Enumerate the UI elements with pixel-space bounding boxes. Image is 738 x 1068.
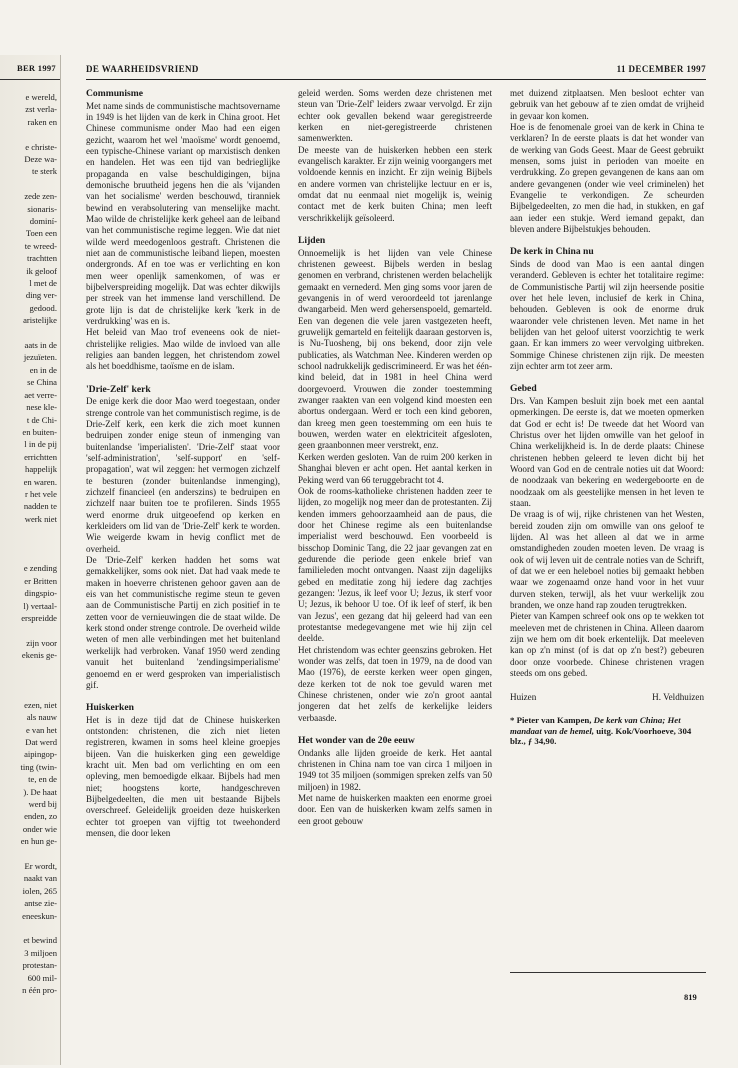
paragraph: De meeste van de huiskerken hebben een sterk evangelisch karakter. Er zijn weinig voorgangers met voldoende kennis en inzicht. Er zijn weinig Bijbels en andere vormen van christelijke lectuur en er is, omdat dat nu eenmaal niet mogelijk is, weinig contact met de kerk buiten China; men leeft verschrikkelijk geïsoleerd. — [298, 144, 492, 223]
previous-page-line — [3, 178, 57, 190]
previous-page-header: BER 1997 — [16, 63, 56, 73]
previous-page-line: e wereld, — [25, 92, 57, 102]
previous-page-line: nese kle- — [26, 402, 57, 413]
previous-page-line — [3, 327, 57, 339]
previous-page-text — [3, 91, 57, 996]
previous-page-line: nadden te — [23, 501, 57, 512]
paragraph: met duizend zitplaatsen. Men besloot echter van gebruik van het gebouw af te zien omdat de vrijheid in gevaar kon komen. — [510, 88, 704, 121]
previous-page-line: iolen, 265 — [22, 885, 57, 896]
previous-page-line: Dat werd — [25, 736, 57, 747]
article-section — [298, 88, 492, 224]
section-heading: Communisme — [86, 88, 144, 99]
previous-page-line: aristelijke — [23, 315, 57, 326]
previous-page-line: happelijk — [25, 464, 57, 475]
previous-page-line: eneeskun- — [22, 910, 57, 921]
previous-page-line: aipingop- — [24, 749, 57, 760]
previous-page-line: Toen een — [25, 228, 57, 239]
signoff — [510, 692, 704, 703]
previous-page-line: antse zie- — [24, 898, 57, 909]
previous-page-line — [3, 550, 57, 562]
paragraph: geleid werden. Soms werden deze christenen met steun van 'Drie-Zelf' leiders zwaar vervolgd. Er zijn echter ook gevallen bekend waar geregistreerde kerken en niet-geregistreerde christenen samenwerkten. — [298, 88, 492, 144]
previous-page-line: en hun ge- — [20, 836, 57, 847]
paragraph: Hoe is de fenomenale groei van de kerk in China te verklaren? In de eerste plaats is dat het wonder van de werking van Gods Geest. Maar de Geest gebruikt mensen, soms juist in perioden van moeite en verdrukking. Zo grepen gevangenen de kans aan om andere gevangenen (onder wie veel criminelen) het Evangelie te verkondigen. Ze scheurden Bijbelgedeelten, zo men die had, in stukken, en gaf aan ieder een stukje. Werd iemand gepakt, dan bleven andere Bijbelstukjes behouden. — [510, 122, 704, 235]
previous-page-line: t de Chi- — [26, 414, 57, 425]
article-section — [86, 88, 280, 373]
previous-page-line: r het vele — [25, 488, 57, 499]
previous-page-line: l in de pij — [24, 439, 57, 450]
previous-page-line: werk niet — [24, 513, 57, 524]
paragraph: Met name sinds de communistische machtsovername in 1949 is het lijden van de kerk in China groot. Het Chinese communisme onder Mao had een eigen gezicht, waarom het wel 'maoïsme' wordt genoemd, een typische-Chinese variant op marxistisch denken en handelen. Het was een tijd van bedrieglijke propaganda en valse beschuldigingen, bijna demonische bruutheid jegens hen die als 'vijanden van het socialisme' werden beschouwd, tiranniek bewind en verabsolutering van menselijke macht. Mao wilde de christelijke kerk geheel aan de leiband van het communistische regime leggen. Wie dat niet wilde werd meedogenloos gestraft. Christenen die niet aan de communistische leiband liepen, moesten ondergronds. Af en toe was er verlichting en kon men weer openlijk samenkomen, of was er bijbelverspreiding mogelijk. Dat was echter dikwijls per streek van het immense land verschillend. De grote lijn is dat de christelijke kerk 'kerk in de verdrukking' was en is. — [86, 100, 280, 327]
page-number: 819 — [684, 992, 697, 1002]
previous-page-line: ik geloof — [26, 265, 57, 276]
previous-page-line: en in de — [29, 364, 57, 375]
article-section — [510, 88, 704, 235]
signoff-place: Huizen — [510, 691, 537, 702]
previous-page-line — [3, 538, 57, 550]
previous-page-line — [3, 624, 57, 636]
paragraph: Het is in deze tijd dat de Chinese huiskerken ontstonden: christenen, die zich niet lieten registreren, kwamen in soms heel kleine groepjes bijeen. Van die huiskerken ging een geweldige kracht uit. Men bad om verlichting en om een opleving, men bemoedigde elkaar. Bijbels had men niet; hoogstens korte, handgeschreven Bijbelgedeelten, die men uit bestaande Bijbels overschreef. Geleidelijk groeiden deze huiskerken echter tot groepen van vijftig tot tweehonderd mensen, die door leken — [86, 714, 280, 839]
previous-page-line: dingspio- — [24, 588, 57, 599]
footnote-publisher: uitg. Kok/Voorhoeve, 304 blz., ƒ 34,90. — [510, 725, 692, 747]
article-section — [86, 384, 280, 691]
previous-page-line: naakt van — [23, 873, 57, 884]
article-column-2 — [298, 88, 492, 827]
previous-page-line: e zending — [23, 563, 57, 574]
paragraph: Drs. Van Kampen besluit zijn boek met een aantal opmerkingen. De eerste is, dat we moeten opmerken dat God er echt is! De tweede dat het Woord van Christus over het lijden omwille van het geloof in China werkelijkheid is. In de derde plaats: Chinese christenen hebben geleerd te leven dicht bij het Woord van God en de centrale noties uit dat Woord: de noodzaak van bekering en wedergeboorte en de noodzaak om als geestelijke mensen in het leven te staan. — [510, 395, 704, 508]
previous-page-line — [3, 525, 57, 537]
previous-page-line: te sterk — [31, 166, 57, 177]
previous-page-line: onder wie — [22, 823, 57, 834]
previous-page-line: als nauw — [26, 712, 57, 723]
previous-page-line: te, en de — [28, 774, 57, 785]
previous-page-line — [3, 674, 57, 686]
previous-page-line: ). De haat — [23, 786, 57, 797]
book-footnote — [510, 715, 704, 747]
previous-page-line: e christe- — [25, 141, 57, 152]
section-heading: De kerk in China nu — [510, 246, 594, 258]
previous-page-line — [3, 686, 57, 698]
previous-page-line: ting (twin- — [20, 761, 57, 772]
previous-page-line: zede zen- — [24, 191, 57, 202]
paragraph: Ondanks alle lijden groeide de kerk. Het aantal christenen in China nam toe van circa 1 miljoen in 1949 tot 35 miljoen (sommigen spreken zelfs van 50 miljoen) in 1982. — [298, 747, 492, 792]
issue-date: 11 DECEMBER 1997 — [616, 64, 706, 74]
previous-page-line: e van het — [25, 724, 57, 735]
previous-page-rule — [0, 79, 60, 80]
previous-page-line: ekenis ge- — [21, 650, 57, 661]
footnote-lead: * Pieter van Kampen, — [510, 714, 594, 725]
article-section — [510, 383, 704, 679]
article-column-1 — [86, 88, 280, 839]
publication-title: DE WAARHEIDSVRIEND — [86, 64, 199, 74]
signoff-author: H. Veldhuizen — [652, 691, 704, 702]
page-header — [86, 64, 706, 78]
paragraph: Sinds de dood van Mao is een aantal dingen veranderd. Gebleven is echter het totalitaire regime: de Communistische Partij wil zijn heersende positie over het hele leven, inclusief de kerk in China, behouden. Gebleven is ook de enorme druk waaronder vele christenen leven. Met name in het belijden van het geloof uiterst voorzichtig te werk gaan. Er kan immers zo weer vervolging uitbreken. Sommige Chinese christenen zijn rijk. De meesten zijn echter arm tot zeer arm. — [510, 258, 704, 372]
paragraph: De vraag is of wij, rijke christenen van het Westen, bereid zouden zijn om omwille van ons geloof te lijden. Al was het alleen al dat we in arme omstandigheden zouden moeten leven. De vraag is ook of wij leven uit de centrale noties van de Schrift, of dat we er een heleboel noties bij gemaakt hebben waar we zogenaamd onze hand voor in het vuur durven steken, terwijl, als het vuur werkelijk zou branden, we onze hand rap zouden terugtrekken. — [510, 509, 704, 611]
paragraph: Het beleid van Mao trof eveneens ook de niet-christelijke religies. Mao wilde de invloed van alle religies aan banden leggen, het christendom zowel als het boeddhisme, taoïsme en de islam. — [86, 327, 280, 372]
article-end-rule — [510, 972, 706, 973]
section-heading: Huiskerken — [86, 702, 134, 714]
previous-page-line: en buiten- — [22, 426, 57, 437]
article-section — [298, 235, 492, 724]
previous-page-line — [3, 922, 57, 934]
previous-page-fragment — [0, 55, 61, 1065]
header-rule — [86, 79, 706, 80]
paragraph: Met name de huiskerken maakten een enorme groei door. Een van de huiskerken kwam zelfs samen in een groot gebouw — [298, 792, 492, 826]
previous-page-line: er Britten — [24, 575, 57, 586]
previous-page-line: aet verre- — [24, 389, 57, 400]
previous-page-line: Deze wa- — [24, 154, 57, 165]
previous-page-line: raken en — [27, 116, 57, 127]
section-heading: Lijden — [298, 235, 326, 247]
article-section — [86, 702, 280, 839]
paragraph: Het christendom was echter geenszins gebroken. Het wonder was zelfs, dat toen in 1979, na de dood van Mao (1976), de eerste kerken weer open gingen, deze kerken tot de nok toe gevuld waren met Chinese christenen, onder wie zo'n groot aantal jongeren dat het zelfs de kerkelijke leiders verbaasde. — [298, 644, 492, 723]
previous-page-line: werd bij — [28, 799, 57, 809]
footnote-book-title: De kerk van China; Het mandaat van de hemel, — [510, 714, 681, 736]
previous-page-line: et bewind — [23, 935, 57, 946]
previous-page-line: sionaris- — [27, 203, 57, 214]
article-column-3 — [510, 88, 704, 747]
previous-page-line: l met de — [29, 278, 57, 289]
previous-page-line: enden, zo — [24, 811, 57, 822]
paragraph: Onnoemelijk is het lijden van vele Chinese christenen geweest. Bijbels werden in beslag genomen en verbrand, christenen werden belachelijk gemaakt en vernederd. Men ging soms voor jaren de gevangenis in of werd veroordeeld tot jarenlange dwangarbeid. Men werd gehersenspoeld, gemarteld. Een van degenen die vele jaren vastgezeten heeft, gruwelijk gemarteld en feitelijk daaraan gestorven is, is Nu-Tuosheng, bij ons bekend, door zijn vele publicaties, als Watchman Nee. Kinderen werden op school nadrukkelijk gediscrimineerd. Er was het één-kind beleid, dat in 1981 in heel China werd doorgevoerd. Vrouwen die zonder toestemming zwanger raakten van een volgend kind moesten een abortus ondergaan. Werd er toch een kind geboren, dan kreeg men geen toestemming om een huis te bouwen, werden water en elektriciteit afgesloten, geen graanbonnen meer verstrekt, enz. — [298, 247, 492, 451]
previous-page-line: aats in de — [24, 340, 57, 351]
paragraph: Pieter van Kampen schreef ook ons op te wekken tot meeleven met de christenen in China. Alleen daarom zijn we hem om dit boek erkentelijk. Dat meeleven kan op z'n minst (of is dat op z'n best?) gebeuren door onze voorbede. Chinese christenen vragen steeds om ons gebed. — [510, 611, 704, 679]
paragraph: Kerken werden gesloten. Van de ruim 200 kerken in Shanghai bleven er acht open. Het aantal kerken in Peking werd van 66 teruggebracht tot 4. — [298, 451, 492, 485]
previous-page-line: gedood. — [29, 302, 57, 313]
previous-page-line: l) vertaal- — [23, 600, 57, 611]
previous-page-line: trachtten — [26, 253, 57, 264]
previous-page-line: Er wordt, — [24, 861, 57, 872]
previous-page-line: 600 mil- — [27, 972, 57, 983]
previous-page-line — [3, 662, 57, 674]
section-heading: Het wonder van de 20e eeuw — [298, 735, 415, 747]
previous-page-line: n één pro- — [22, 985, 57, 996]
section-heading: Gebed — [510, 383, 537, 395]
previous-page-line: protestan- — [22, 960, 57, 971]
previous-page-line — [3, 128, 57, 140]
previous-page-line: ding ver- — [25, 290, 57, 301]
paragraph: De enige kerk die door Mao werd toegestaan, onder strenge controle van het communistisch regime, is de Drie-Zelf kerk, een kerk die zich moet kunnen bedruipen zonder enige steun of inmenging van buitenlandse 'imperialisten'. 'Drie-Zelf' staat voor 'self-administration', 'self-support' en 'self-propagation', wat wil zeggen: het vermogen zichzelf te besturen (zonder buitenlandse inmenging), zichzelf financieel (en anderszins) te bedruipen en zichzelf naar buiten toe te profileren. Sinds 1955 werd enorme druk uitgeoefend op kerken en kerkleiders om lid van de 'Drie-Zelf' kerk te worden. Wie weigerde kwam in hevig conflict met de overheid. — [86, 396, 280, 554]
previous-page-line: en waren. — [23, 476, 57, 487]
previous-page-line — [3, 848, 57, 860]
previous-page-line: erspreidde — [21, 612, 57, 623]
previous-page-line: zijn voor — [26, 637, 57, 648]
article-section — [298, 735, 492, 827]
previous-page-line: te wreed- — [24, 240, 57, 251]
previous-page-line: errichtten — [24, 451, 57, 462]
section-heading: 'Drie-Zelf' kerk — [86, 383, 151, 395]
previous-page-line: ezen, niet — [24, 699, 57, 710]
previous-page-line: 3 miljoen — [24, 947, 57, 958]
article-section — [510, 246, 704, 372]
paragraph: Ook de rooms-katholieke christenen hadden zeer te lijden, zo mogelijk nog meer dan de protestanten. Zij kenden immers gehoorzaamheid aan de paus, die door het Chinese regime als een buitenlandse imperialist werd beschouwd. Een voorbeeld is bisschop Dominic Tang, die 22 jaar gevangen zat en gedurende die periode geen enkele brief van familieleden mocht ontvangen. Naast zijn dagelijks gebed en meditatie zong hij iedere dag zachtjes gezangen: 'Jezus, ik leef voor U; Jezus, ik sterf voor U; Jezus, ik behoor U toe. Of ik leef of sterf, ik ben van Jezus', een gezang dat hij geleerd had van een protestantse medegevangene met wie hij zijn cel deelde. — [298, 485, 492, 644]
previous-page-line: jezuïeten. — [23, 352, 57, 363]
previous-page-line: zst verla- — [25, 104, 57, 115]
previous-page-line: dominí- — [29, 216, 57, 227]
previous-page-line: se China — [27, 377, 57, 388]
paragraph: De 'Drie-Zelf' kerken hadden het soms wat gemakkelijker, soms ook niet. Dat had vaak mede te maken in hoeverre christenen gehoor gaven aan de eis van het communistische regime steun te geven aan de Communistische Partij en zich positief in te zetten voor de vernieuwingen die de staat wilde. De kerk stond onder strenge controle. De overheid wilde weten of men alle verbindingen met het buitenland werkelijk had verbroken. Vanaf 1950 werd zending vanuit het buitenland 'zendingsimperialisme' genoemd en er werd gesproken van imperialistisch gif. — [86, 555, 280, 690]
